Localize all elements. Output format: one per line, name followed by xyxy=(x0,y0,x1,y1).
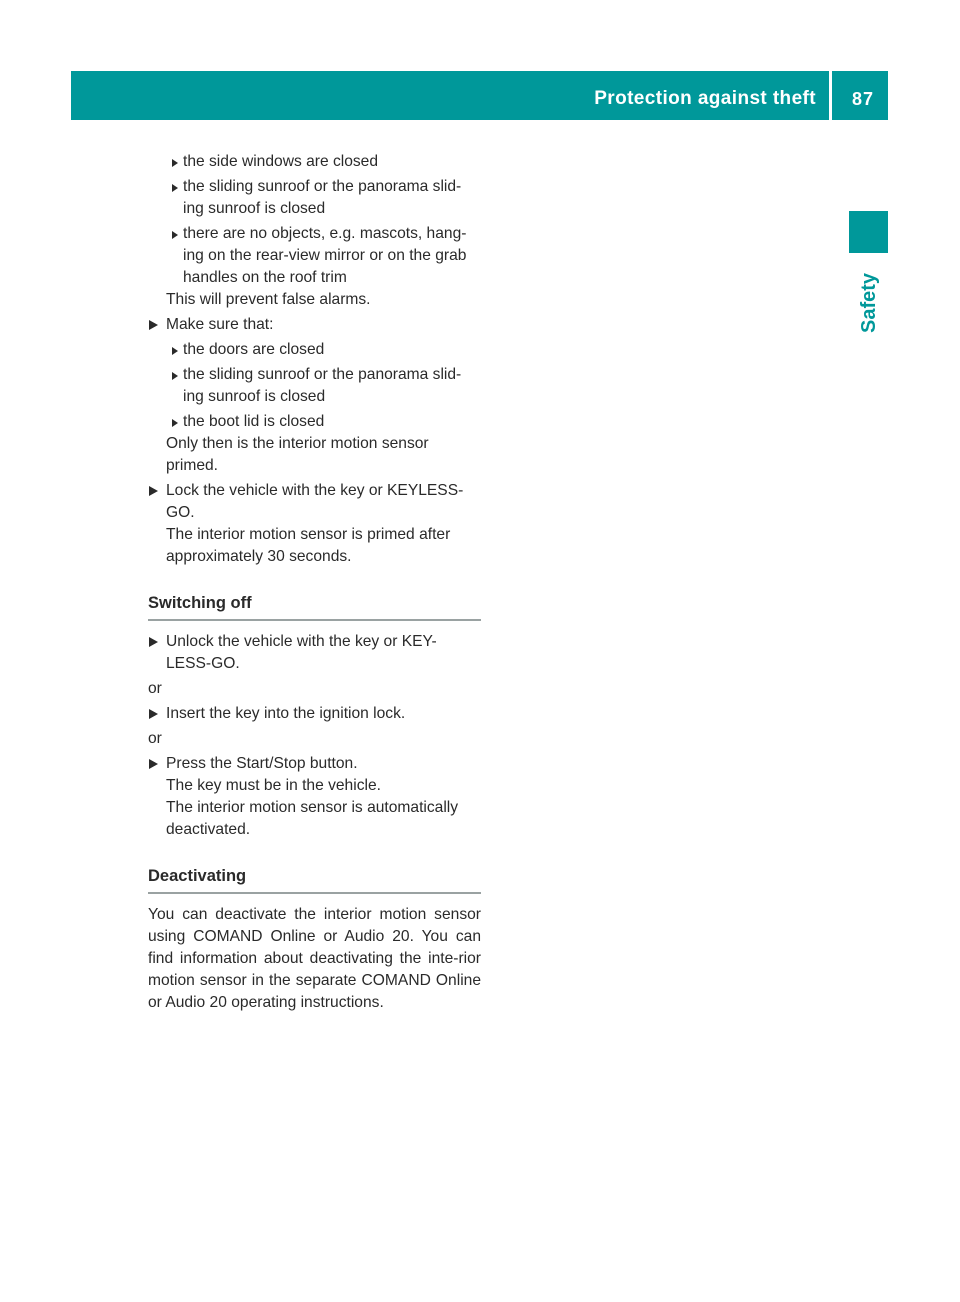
page-number: 87 xyxy=(851,89,874,109)
note-text: The interior motion sensor is automatically deactivated. xyxy=(166,799,459,838)
list-item: the boot lid is closed xyxy=(148,411,481,433)
chapter-tab-label: Safety xyxy=(858,272,880,333)
note-text: The interior motion sensor is primed after approximately 30 seconds. xyxy=(166,526,451,565)
instruction-step: Unlock the vehicle with the key or KEY- LESS-GO. xyxy=(148,631,481,675)
instruction-step: Make sure that: xyxy=(148,314,481,336)
note-text: The key must be in the vehicle. xyxy=(166,777,381,794)
main-content xyxy=(148,151,481,1014)
instruction-step: Press the Start/Stop button. xyxy=(148,753,481,775)
or-separator: or xyxy=(148,680,162,697)
list-item: the sliding sunroof or the panorama slid- ing sunroof is closed xyxy=(148,364,481,408)
list-item: the sliding sunroof or the panorama slid- ing sunroof is closed xyxy=(148,176,481,220)
section-title: Protection against theft xyxy=(594,88,816,109)
header-divider xyxy=(829,71,832,120)
list-item: the doors are closed xyxy=(148,339,481,361)
page-header xyxy=(71,71,888,120)
list-item: the side windows are closed xyxy=(148,151,481,173)
or-separator: or xyxy=(148,730,162,747)
note-text: This will prevent false alarms. xyxy=(166,291,371,308)
section-heading-deactivating: Deactivating xyxy=(148,865,481,894)
instruction-step: Lock the vehicle with the key or KEYLESS- GO. xyxy=(148,480,481,524)
note-text: Only then is the interior motion sensor primed. xyxy=(166,435,429,474)
chapter-tab-marker xyxy=(849,211,888,253)
section-heading-switching-off: Switching off xyxy=(148,592,481,621)
list-item: there are no objects, e.g. mascots, hang- ing on the rear-view mirror or on the grab handles on the roof trim xyxy=(148,223,481,289)
instruction-step: Insert the key into the ignition lock. xyxy=(148,703,481,725)
paragraph-text: You can deactivate the interior motion sensor using COMAND Online or Audio 20. You can find information about deactivating the inte-rior motion sensor in the separate COMAND Online or Audio 20 operating instructions. xyxy=(148,906,481,1011)
